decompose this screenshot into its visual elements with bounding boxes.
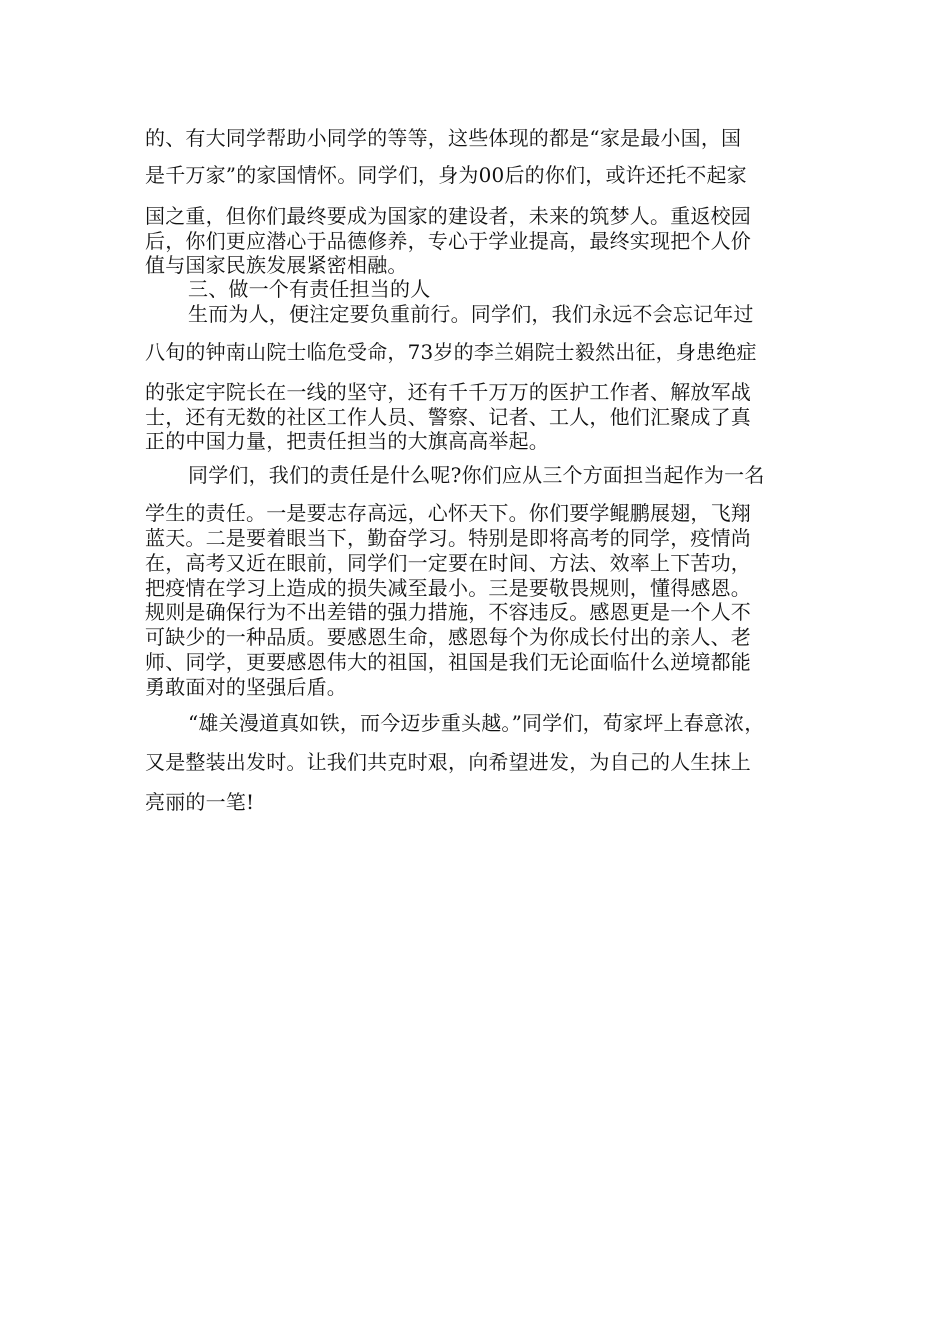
- text-line: “雄关漫道真如铁，而今迈步重头越。”同学们，荀家坪上春意浓，: [188, 711, 765, 735]
- text-line: 又是整装出发时。让我们共克时艰，向希望进发，为自己的人生抹上: [145, 750, 751, 774]
- text-line: 国之重，但你们最终要成为国家的建设者，未来的筑梦人。重返校园: [145, 204, 751, 228]
- section-heading: 三、做一个有责任担当的人: [188, 277, 431, 301]
- text-line: 值与国家民族发展紧密相融。: [145, 253, 408, 277]
- text-line: 的张定宇院长在一线的坚守，还有千千万万的医护工作者、解放军战: [145, 380, 751, 404]
- text-line: 八旬的钟南山院士临危受命，73岁的李兰娟院士毅然出征，身患绝症: [145, 340, 757, 364]
- text-line: 同学们，我们的责任是什么呢?你们应从三个方面担当起作为一名: [188, 463, 765, 487]
- text-line: 学生的责任。一是要志存高远，心怀天下。你们要学鲲鹏展翅，飞翔: [145, 501, 751, 525]
- text-line: 的、有大同学帮助小同学的等等，这些体现的都是“家是最小国，国: [145, 126, 742, 150]
- text-line: 可缺少的一种品质。要感恩生命，感恩每个为你成长付出的亲人、老: [145, 625, 751, 649]
- text-line: 在，高考又近在眼前，同学们一定要在时间、方法、效率上下苦功，: [145, 551, 751, 575]
- text-line: 是千万家”的家国情怀。同学们，身为00后的你们，或许还托不起家: [145, 163, 747, 187]
- text-line: 蓝天。二是要着眼当下，勤奋学习。特别是即将高考的同学，疫情尚: [145, 526, 751, 550]
- text-line: 正的中国力量，把责任担当的大旗高高举起。: [145, 429, 549, 453]
- text-line: 师、同学，更要感恩伟大的祖国，祖国是我们无论面临什么逆境都能: [145, 650, 751, 674]
- text-line: 后，你们更应潜心于品德修养，专心于学业提高，最终实现把个人价: [145, 229, 751, 253]
- text-line: 把疫情在学习上造成的损失减至最小。三是要敬畏规则，懂得感恩。: [145, 576, 751, 600]
- text-line: 勇敢面对的坚强后盾。: [145, 675, 347, 699]
- text-line: 规则是确保行为不出差错的强力措施，不容违反。感恩更是一个人不: [145, 600, 751, 624]
- text-line: 亮丽的一笔!: [145, 790, 255, 814]
- text-line: 士，还有无数的社区工作人员、警察、记者、工人，他们汇聚成了真: [145, 405, 751, 429]
- text-line: 生而为人，便注定要负重前行。同学们，我们永远不会忘记年过: [188, 302, 754, 326]
